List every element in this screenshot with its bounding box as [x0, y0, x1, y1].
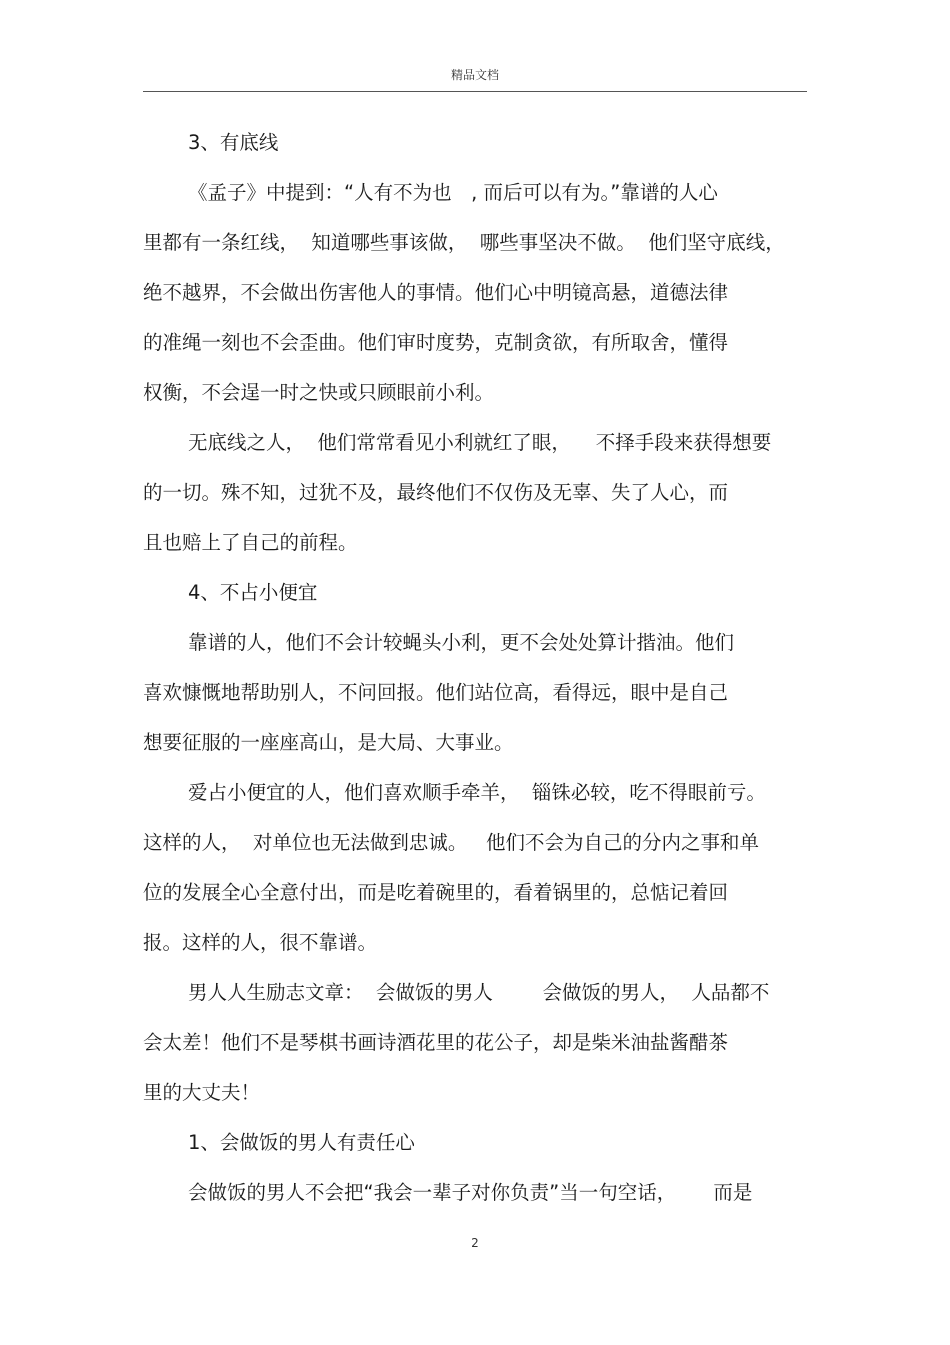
paragraph-line: 靠谱的人，他们不会计较蝇头小利，更不会处处算计揩油。他们 [188, 631, 735, 654]
paragraph-line: 爱占小便宜的人，他们喜欢顺手牵羊， 锱铢必较，吃不得眼前亏。 [188, 781, 766, 804]
page-header: 精品文档 [450, 68, 499, 82]
page-number: 2 [471, 1236, 479, 1250]
paragraph-line: 喜欢慷慨地帮助别人，不问回报。他们站位高，看得远，眼中是自己 [143, 681, 729, 704]
paragraph-line: 无底线之人， 他们常常看见小利就红了眼， 不择手段来获得想要 [188, 431, 772, 454]
document-body [143, 118, 813, 1218]
paragraph-line: 《孟子》中提到：“人有不为也 , 而后可以有为。”靠谱的人心 [188, 181, 718, 204]
paragraph-line: 绝不越界，不会做出伤害他人的事情。他们心中明镜高悬，道德法律 [143, 281, 729, 304]
paragraph-line: 报。这样的人，很不靠谱。 [143, 931, 378, 954]
paragraph-line: 里都有一条红线， 知道哪些事该做， 哪些事坚决不做。 他们坚守底线， [143, 231, 785, 254]
header-divider [143, 91, 807, 92]
section-heading: 4、不占小便宜 [188, 581, 318, 604]
section-heading: 1、会做饭的男人有责任心 [188, 1131, 415, 1154]
section-heading: 3、有底线 [188, 131, 279, 154]
paragraph-line: 的准绳一刻也不会歪曲。他们审时度势，克制贪欲，有所取舍，懂得 [143, 331, 729, 354]
paragraph-line: 会做饭的男人不会把“我会一辈子对你负责”当一句空话， 而是 [188, 1181, 753, 1204]
paragraph-line: 权衡，不会逞一时之快或只顾眼前小利。 [143, 381, 495, 404]
paragraph-line: 且也赔上了自己的前程。 [143, 531, 358, 554]
paragraph-line: 会太差！他们不是琴棋书画诗酒花里的花公子，却是柴米油盐酱醋茶 [143, 1031, 729, 1054]
paragraph-line: 里的大丈夫！ [143, 1081, 261, 1104]
paragraph-line: 想要征服的一座座高山，是大局、大事业。 [143, 731, 514, 754]
paragraph-line: 男人人生励志文章： 会做饭的男人 会做饭的男人， 人品都不 [188, 981, 770, 1004]
paragraph-line: 位的发展全心全意付出，而是吃着碗里的，看着锅里的，总惦记着回 [143, 881, 729, 904]
paragraph-line: 这样的人， 对单位也无法做到忠诚。 他们不会为自己的分内之事和单 [143, 831, 759, 854]
paragraph-line: 的一切。殊不知，过犹不及，最终他们不仅伤及无辜、失了人心，而 [143, 481, 729, 504]
